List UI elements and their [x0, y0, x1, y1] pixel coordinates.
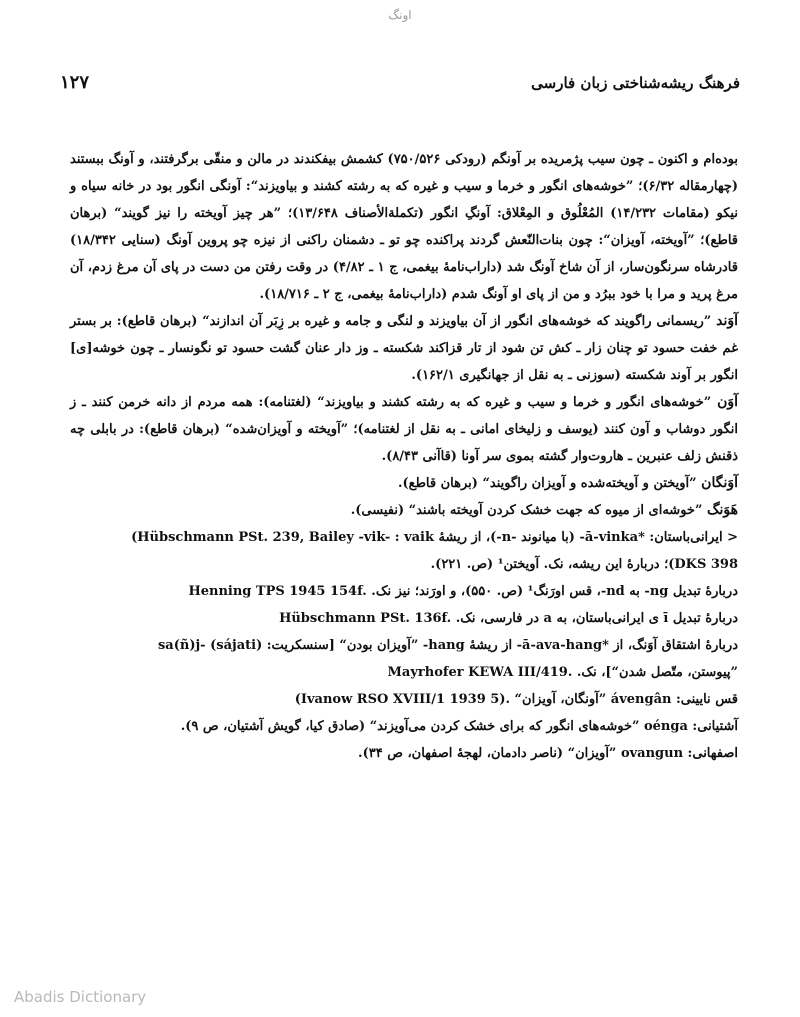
- entry-text: ”آویختن و آویخته‌شده و آویزان راگویند“ (برهان قاطع).: [397, 476, 702, 491]
- book-title: فرهنگ ریشه‌شناختی زبان فارسی: [531, 74, 740, 92]
- dialect-line: [70, 740, 738, 767]
- entry-havang: [70, 497, 738, 524]
- etymology-line: [70, 524, 738, 551]
- etymology-text: قس نایینی: ávengân ”آونگان، آویزان“: [514, 692, 738, 707]
- body-paragraph: بوده‌ام و اکنون ـ چون سیب پژمریده بر آونگم (رودکی ۷۵۰/۵۲۶) کشمش بیفکندند در مالن و منقّی برگرفتند، و آونگ ببستند (چهارمقاله ۶/۳۲)؛ ”خوشه‌های انگور و خرما و سیب و غیره که به رشته کشند و بیاویزند“: آونگی انگور بود در خانه سیاه و نیکو (مقامات ۱۴/۲۳۲) المُعْلُوق و المِعْلاق: آونگِ انگور (تکملة‌الأصناف ۱۳/۶۴۸)؛ ”هر چیز آویخته را نیز گویند“ (برهان قاطع)؛ ”آویخته، آویزان“: چون بنات‌النّعش گردند پراکنده چو تو ـ دشمنان راکنی از نیزه چو پروین آونگ (سنایی ۱۸/۳۴۲) قادرشاه سرنگون‌سار، از آن شاخ آونگ شد (داراب‌نامهٔ بیغمی، ج ۱ ـ ۴/۸۲) در وقت رفتن من دست در پای آن مرغ زدم، آن مرغ پرید و مرا با خود ببرُد و من از پای او آونگ شدم (داراب‌نامهٔ بیغمی، ج ۲ ـ ۱۸/۷۱۶).: [70, 152, 739, 302]
- etymology-text: دربارهٔ تبدیل ng- به nd-، قس اورَنگ¹ (ص. ۵۵۰)، و اورَند؛ نیز نک.: [371, 584, 738, 599]
- dialect-line: [70, 686, 738, 713]
- etymology-line: [70, 659, 738, 686]
- entry-avan: [70, 389, 738, 470]
- etymology-text: دربارهٔ اشتقاق آوَنگ، از *ā-ava-hang- از ریشهٔ hang- ”آویزان بودن“ [سنسکریت: sa(ñ)j- (sájati): [157, 638, 738, 653]
- citation: Hübschmann PSt. 136f.: [279, 611, 452, 626]
- page-number: ۱۲۷: [60, 72, 90, 93]
- headword: آوَنگان: [701, 475, 738, 491]
- citation: (Hübschmann PSt. 239, Bailey: [131, 530, 354, 545]
- citation: Henning TPS 1945 154f.: [188, 584, 367, 599]
- page-header: [60, 74, 740, 100]
- entry-text: ”خوشه‌های انگور و خرما و سیب و غیره که به رشته کشند و بیاویزند“ (لغتنامه): همه مردم از دانه خرمن کنند ـ ز انگور دوشاب و آون کنند (یوسف و زلیخای امانی ـ به نقل از لغتنامه)؛ ”آویخته و آویزان‌شده“ (برهان قاطع): در بابلی چه ذقنش زلف عنبرین ـ هاروت‌وار گشته بموی سر آونا (قاآنی ۸/۴۳).: [70, 395, 738, 464]
- entry-avand: [70, 308, 738, 389]
- etymology-line: [70, 578, 738, 605]
- citation: Mayrhofer KEWA III/419.: [387, 665, 573, 680]
- etymology-line: [70, 632, 738, 659]
- etymology-text: ”پیوستن، متّصل شدن“]، نک.: [576, 665, 738, 680]
- page-content: [70, 146, 738, 767]
- etymology-text: < ایرانی‌باستان: *ā-vinka- (با میانوند -n-)، از ریشهٔ vik- : vaik-: [358, 530, 738, 545]
- citation: (Ivanow RSO XVIII/1 1939 5).: [294, 692, 511, 707]
- watermark: Abadis Dictionary: [14, 988, 147, 1006]
- headword: آوَن: [717, 394, 738, 410]
- etymology-line: [70, 551, 738, 578]
- page-title: اونگ: [388, 8, 412, 22]
- etymology-text: DKS 398)؛ دربارهٔ این ریشه، نک. آویختن¹ (ص. ۲۲۱).: [430, 557, 738, 572]
- etymology-text: آشتیانی: oénga ”خوشه‌های انگور که برای خشک کردن می‌آویزند“ (صادق کیا، گویش آشتیان، ص ۹).: [180, 719, 738, 734]
- etymology-text: اصفهانی: ovangun ”آویزان“ (ناصر دادمان، لهجهٔ اصفهان، ص ۳۴).: [358, 746, 738, 761]
- headword: هَوَنگ: [706, 502, 738, 518]
- dialect-line: [70, 713, 738, 740]
- entry-text: ”خوشه‌ای از میوه که جهت خشک کردن آویخته باشند“ (نفیسی).: [350, 503, 707, 518]
- etymology-line: [70, 605, 738, 632]
- entry-avangan: [70, 470, 738, 497]
- etymology-text: دربارهٔ تبدیل ī ی ایرانی‌باستان، به a در فارسی، نک.: [455, 611, 738, 626]
- entry-text: ”ریسمانی راگویند که خوشه‌های انگور از آن بیاویزند و لنگی و جامه و غیره بر زِبَر آن اندازند“ (برهان قاطع): بر بستر غم خفت حسود تو چنان زار ـ کش تن شود از تار قزاکند شکسته ـ وز دار عنان گشت حسود تو نگونسار ـ چون خوشه[ی] انگور بر آوند شکسته (سوزنی ـ به نقل از جهانگیری ۱۶۲/۱).: [70, 314, 738, 383]
- headword: آوَند: [716, 313, 738, 329]
